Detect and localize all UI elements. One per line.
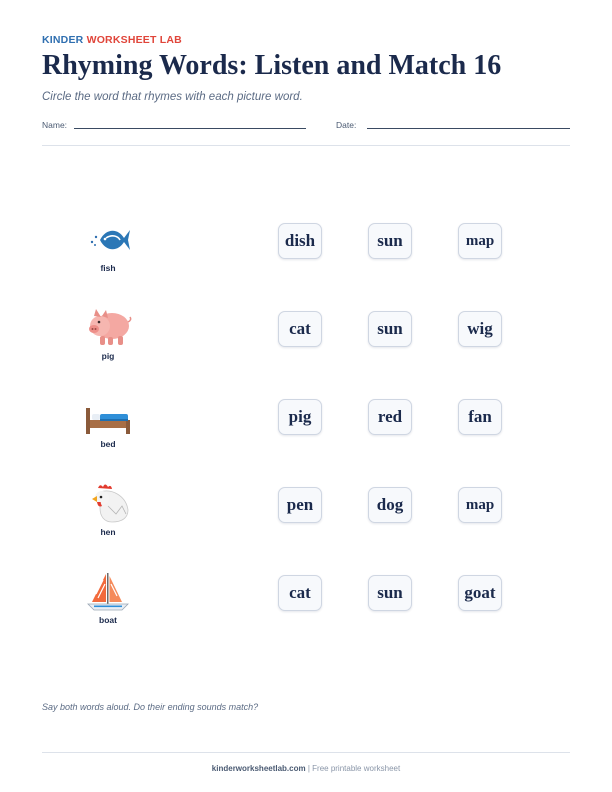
choice-pig[interactable]: pig bbox=[278, 399, 322, 435]
choice-sun[interactable]: sun bbox=[368, 575, 412, 611]
choice-fan[interactable]: fan bbox=[458, 399, 502, 435]
footer-separator: | bbox=[305, 764, 313, 773]
choice-cat[interactable]: cat bbox=[278, 575, 322, 611]
footer-site: kinderworksheetlab.com bbox=[211, 764, 306, 773]
pig-icon bbox=[82, 306, 134, 350]
hen-icon bbox=[82, 482, 134, 526]
instructions: Circle the word that rhymes with each picture word. bbox=[42, 91, 303, 103]
hint-text: Say both words aloud. Do their ending sounds match? bbox=[42, 702, 259, 712]
choice-sun[interactable]: sun bbox=[368, 311, 412, 347]
name-label: Name: bbox=[42, 120, 68, 130]
page-title: Rhyming Words: Listen and Match 16 bbox=[42, 50, 502, 81]
choice-dish[interactable]: dish bbox=[278, 223, 322, 259]
picture-word-boat: boat bbox=[99, 615, 117, 625]
brand-logo bbox=[42, 34, 182, 46]
picture-word-fish: fish bbox=[100, 263, 116, 273]
choice-sun[interactable]: sun bbox=[368, 223, 412, 259]
footer-tagline: Free printable worksheet bbox=[312, 764, 401, 773]
choice-goat[interactable]: goat bbox=[458, 575, 502, 611]
choice-wig[interactable]: wig bbox=[458, 311, 502, 347]
brand-part-kinder: KINDER bbox=[42, 34, 84, 46]
choice-map[interactable]: map bbox=[458, 223, 502, 259]
brand-part-worksheet-lab: WORKSHEET LAB bbox=[86, 34, 182, 46]
picture-word-hen: hen bbox=[100, 527, 116, 537]
date-field[interactable] bbox=[367, 128, 570, 129]
choice-pen[interactable]: pen bbox=[278, 487, 322, 523]
sailboat-icon bbox=[82, 570, 134, 614]
choice-dog[interactable]: dog bbox=[368, 487, 412, 523]
picture-word-bed: bed bbox=[100, 439, 116, 449]
bed-icon bbox=[82, 394, 134, 438]
footer bbox=[0, 764, 612, 773]
date-label: Date: bbox=[336, 120, 357, 130]
header-divider bbox=[42, 145, 570, 146]
choice-cat[interactable]: cat bbox=[278, 311, 322, 347]
footer-divider bbox=[42, 752, 570, 753]
picture-word-pig: pig bbox=[101, 351, 115, 361]
choice-map[interactable]: map bbox=[458, 487, 502, 523]
name-field[interactable] bbox=[74, 128, 306, 129]
choice-red[interactable]: red bbox=[368, 399, 412, 435]
fish-icon bbox=[82, 218, 134, 262]
